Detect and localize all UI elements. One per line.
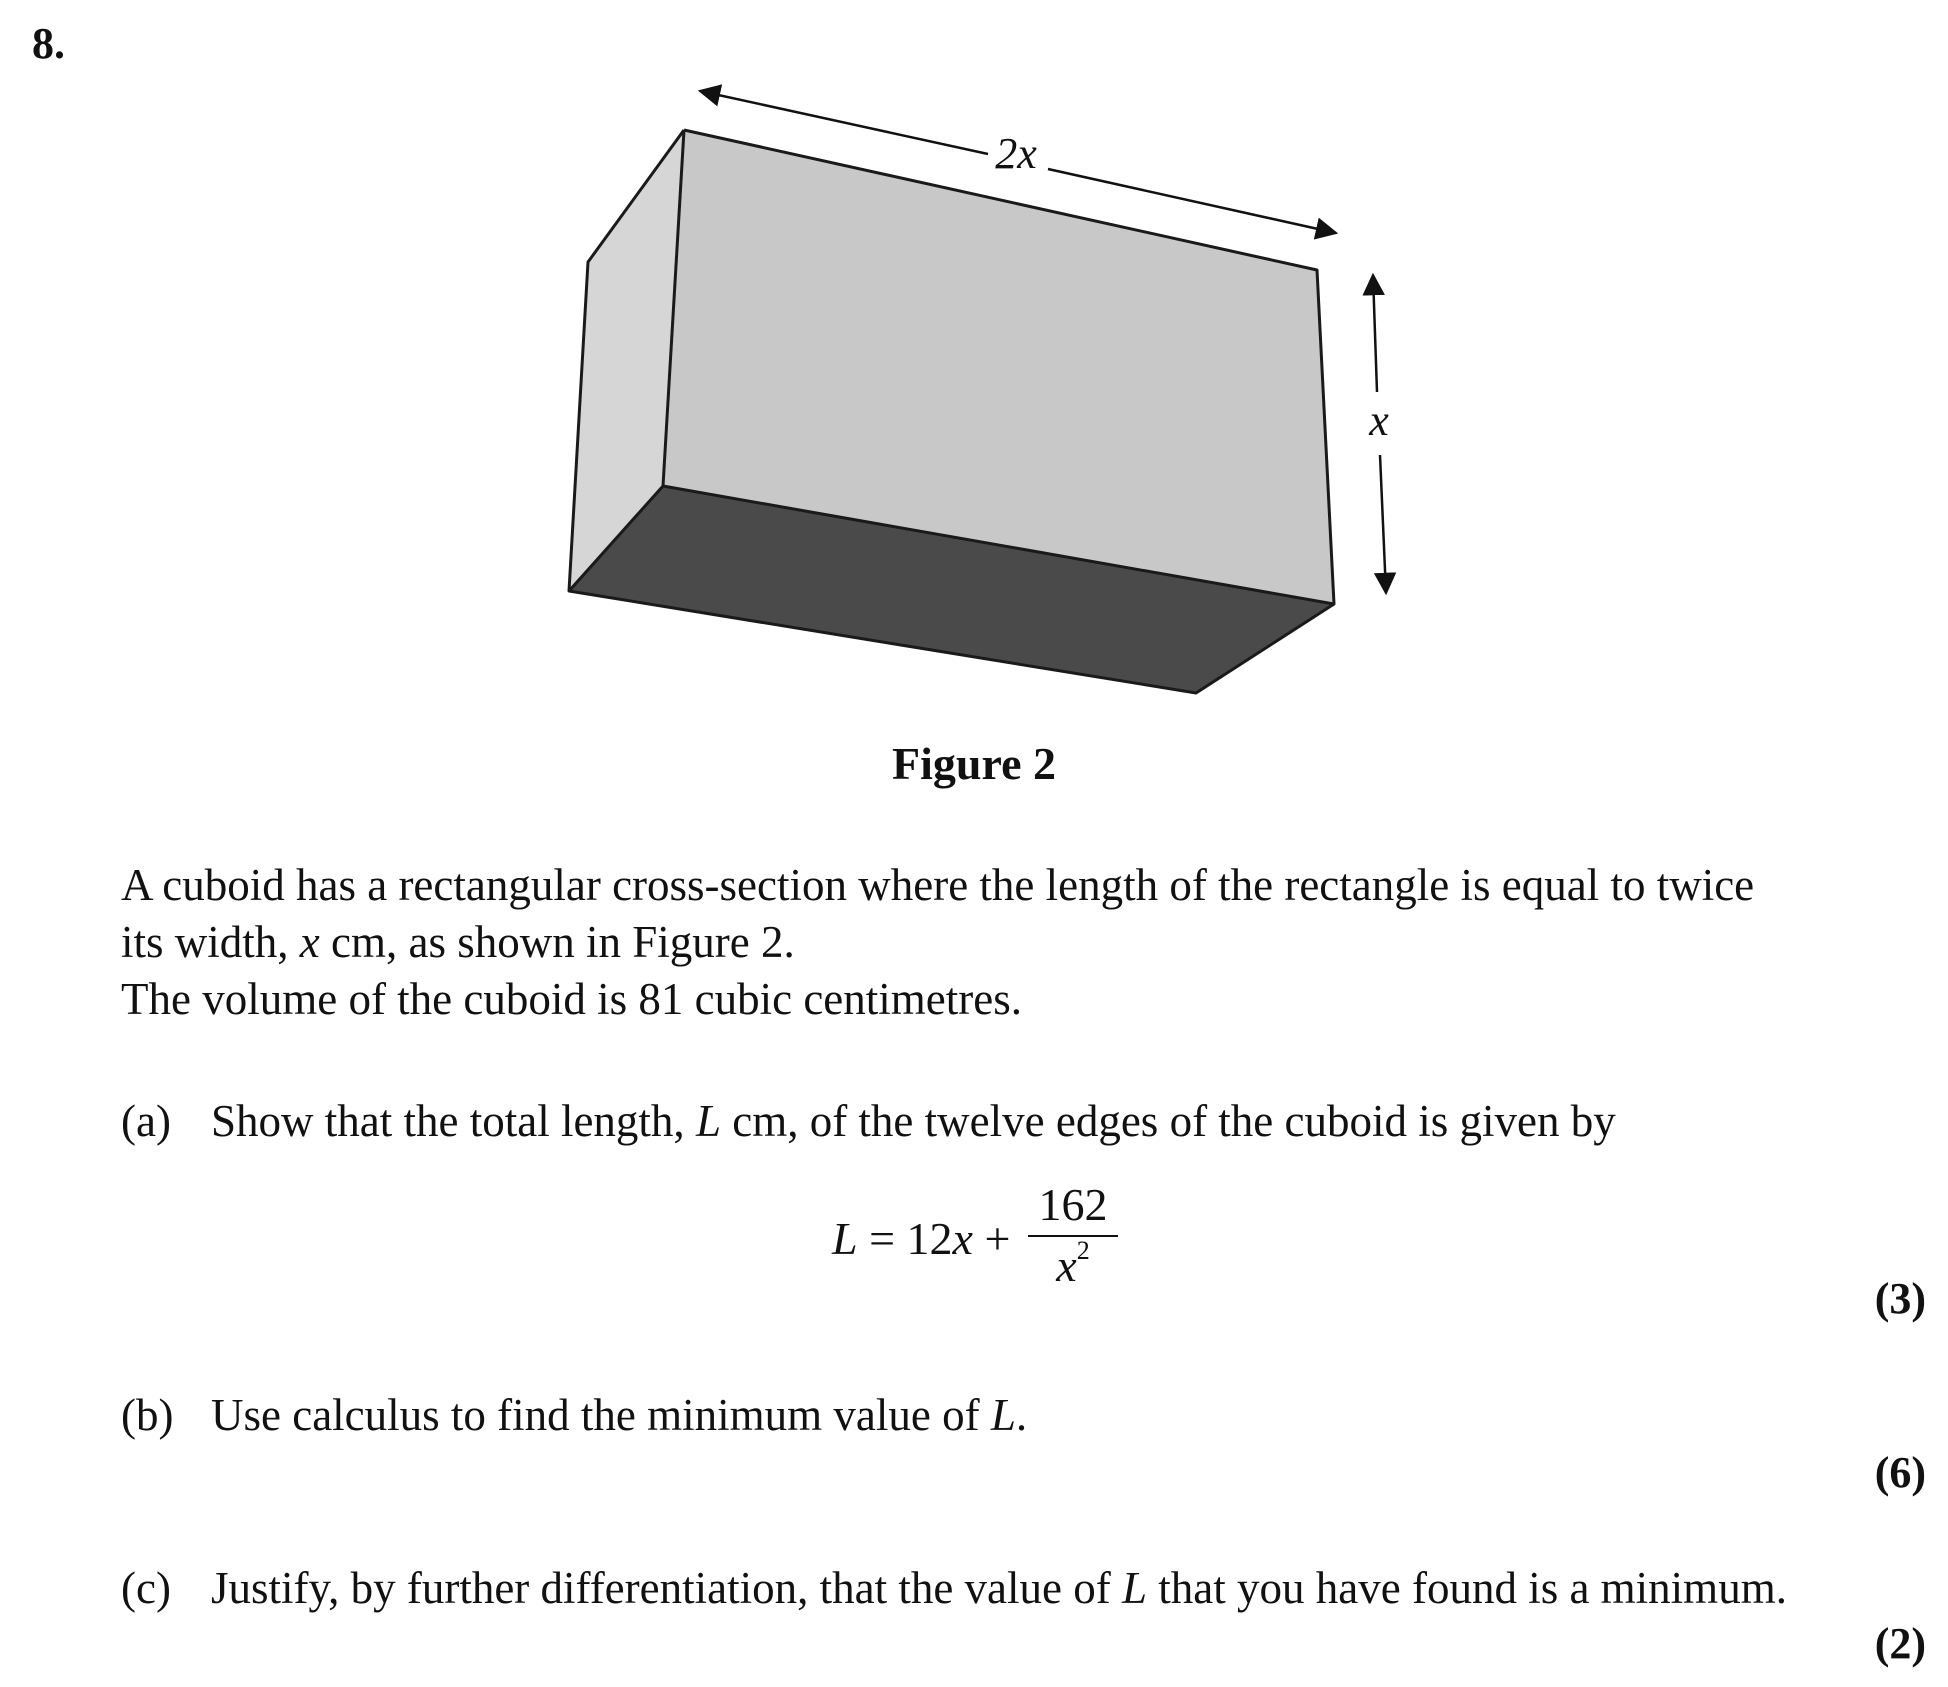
part-c: (c) Justify, by further differentiation, that the value of L that you have found is a minimum. xyxy=(121,1560,1787,1617)
formula-fraction xyxy=(1028,1178,1118,1292)
question-intro xyxy=(121,857,1941,1028)
part-b-marks: (6) xyxy=(1874,1448,1926,1497)
part-c-label: (c) xyxy=(121,1563,171,1613)
fraction-numerator: 162 xyxy=(1038,1179,1108,1230)
part-c-marks: (2) xyxy=(1874,1619,1926,1668)
part-b-label: (b) xyxy=(121,1390,174,1440)
fraction-denominator: $x^2$ xyxy=(1056,1236,1090,1291)
intro-line-3: The volume of the cuboid is 81 cubic centimetres. xyxy=(121,974,1022,1024)
part-a: (a) Show that the total length, L cm, of the twelve edges of the cuboid is given by xyxy=(121,1093,1616,1150)
intro-line-2: its width, x cm, as shown in Figure 2. xyxy=(121,917,795,967)
fraction-bar xyxy=(1028,1235,1118,1237)
cuboid-figure xyxy=(0,0,1948,740)
question-number: 8. xyxy=(32,19,65,68)
part-b: (b) Use calculus to find the minimum value of L. xyxy=(121,1387,1027,1444)
length-label: 2x xyxy=(995,129,1037,178)
width-dimension-arrow-down xyxy=(1380,455,1386,593)
figure-caption: Figure 2 xyxy=(892,738,1056,789)
intro-line-1: A cuboid has a rectangular cross-section where the length of the rectangle is equal to twice xyxy=(121,860,1755,910)
width-label: x xyxy=(1369,396,1389,445)
part-a-label: (a) xyxy=(121,1096,171,1146)
part-a-marks: (3) xyxy=(1874,1274,1926,1323)
width-dimension-arrow-up xyxy=(1373,275,1377,392)
